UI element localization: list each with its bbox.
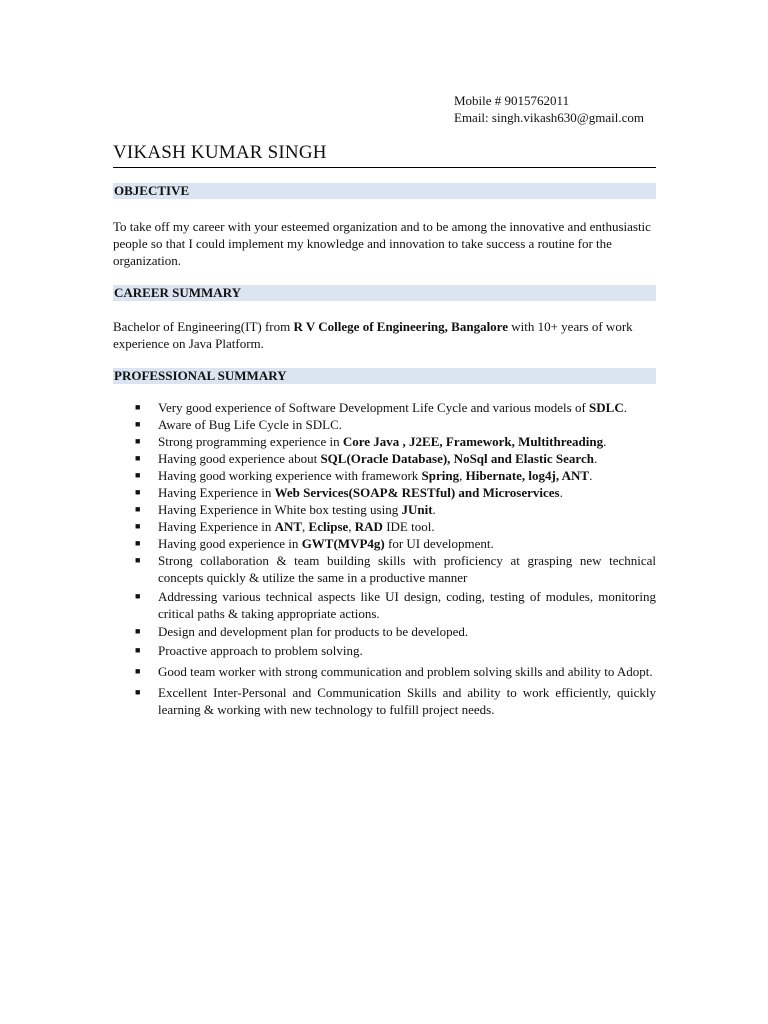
contact-block [454, 92, 644, 126]
text: for UI development. [384, 536, 494, 551]
text: Addressing various technical aspects like UI design, coding, testing of modules, monitoring critical paths & taking appropriate actions. [158, 589, 656, 621]
career-summary-text [113, 318, 656, 352]
list-item [113, 623, 656, 640]
bullet-icon: ■ [135, 470, 141, 480]
bold-text: SQL(Oracle Database), NoSql and Elastic Search [320, 451, 594, 466]
objective-text: To take off my career with your esteemed organization and to be among the innovative and enthusiastic people so that I could implement my knowledge and innovation to take success a routine for the organization. [113, 219, 651, 268]
list-item [113, 450, 656, 467]
bullet-icon: ■ [135, 521, 141, 531]
bold-text: Core Java , J2EE, Framework, Multithreading [342, 434, 604, 449]
list-item [113, 467, 656, 484]
bold-text: ANT [274, 519, 303, 534]
text: Proactive approach to problem solving. [158, 643, 363, 658]
college-name: R V College of Engineering, Bangalore [293, 319, 508, 334]
text: . [623, 400, 627, 415]
bold-text: RAD [354, 519, 383, 534]
objective-heading: OBJECTIVE [113, 183, 656, 199]
text: Good team worker with strong communication and problem solving skills and ability to Adopt. [158, 664, 653, 679]
list-item [113, 588, 656, 622]
bullet-icon: ■ [135, 687, 141, 697]
list-item [113, 399, 656, 416]
text: Strong collaboration & team building skills with proficiency at grasping new technical concepts quickly & utilize the same in a productive manner [158, 553, 656, 585]
text: . [432, 502, 436, 517]
bold-text: Eclipse [308, 519, 349, 534]
career-summary-heading: CAREER SUMMARY [113, 285, 656, 301]
bullet-icon: ■ [135, 591, 141, 601]
list-item [113, 416, 656, 433]
text: Design and development plan for products to be developed. [158, 624, 469, 639]
career-summary-post: with 10+ years of work experience on Java Platform. [113, 319, 633, 351]
text: , [302, 519, 309, 534]
text: Having Experience in White box testing using [158, 502, 402, 517]
professional-summary-list [113, 399, 656, 718]
bullet-icon: ■ [135, 419, 141, 429]
text: Aware of Bug Life Cycle in SDLC. [158, 417, 343, 432]
text: Having good working experience with framework [158, 468, 422, 483]
bold-text: Spring [421, 468, 460, 483]
text: , [348, 519, 355, 534]
professional-summary-heading: PROFESSIONAL SUMMARY [113, 368, 656, 384]
text: Having good experience in [158, 536, 302, 551]
bullet-icon: ■ [135, 402, 141, 412]
bold-text: JUnit [401, 502, 433, 517]
bullet-icon: ■ [135, 436, 141, 446]
bullet-icon: ■ [135, 666, 141, 676]
text: . [559, 485, 563, 500]
list-item [113, 552, 656, 586]
bullet-icon: ■ [135, 487, 141, 497]
bullet-icon: ■ [135, 453, 141, 463]
career-summary-pre: Bachelor of Engineering(IT) from [113, 319, 294, 334]
list-item [113, 663, 656, 680]
list-item [113, 433, 656, 450]
text: Strong programming experience in [158, 434, 343, 449]
bold-text: Hibernate, log4j, ANT [465, 468, 590, 483]
text: Very good experience of Software Development Life Cycle and various models of [158, 400, 590, 415]
text: Having Experience in [158, 485, 275, 500]
bullet-icon: ■ [135, 555, 141, 565]
list-item [113, 535, 656, 552]
list-item [113, 684, 656, 718]
mobile-number: Mobile # 9015762011 [454, 93, 570, 108]
bullet-icon: ■ [135, 504, 141, 514]
list-item [113, 642, 656, 659]
text: Excellent Inter-Personal and Communication Skills and ability to work efficiently, quickly learning & working with new technology to fulfill project needs. [158, 685, 656, 717]
list-item [113, 501, 656, 518]
text: . [603, 434, 607, 449]
list-item [113, 518, 656, 535]
email-address: Email: singh.vikash630@gmail.com [454, 110, 644, 125]
text: Having good experience about [158, 451, 321, 466]
bold-text: SDLC [589, 400, 624, 415]
bold-text: Web Services(SOAP& RESTful) and Microservices [274, 485, 560, 500]
bullet-icon: ■ [135, 626, 141, 636]
text: . [589, 468, 593, 483]
text: Having Experience in [158, 519, 275, 534]
text: IDE tool. [382, 519, 435, 534]
bullet-icon: ■ [135, 645, 141, 655]
bold-text: GWT(MVP4g) [301, 536, 385, 551]
list-item [113, 484, 656, 501]
text: , [459, 468, 466, 483]
bullet-icon: ■ [135, 538, 141, 548]
candidate-name: VIKASH KUMAR SINGH [113, 141, 656, 168]
text: . [593, 451, 598, 466]
